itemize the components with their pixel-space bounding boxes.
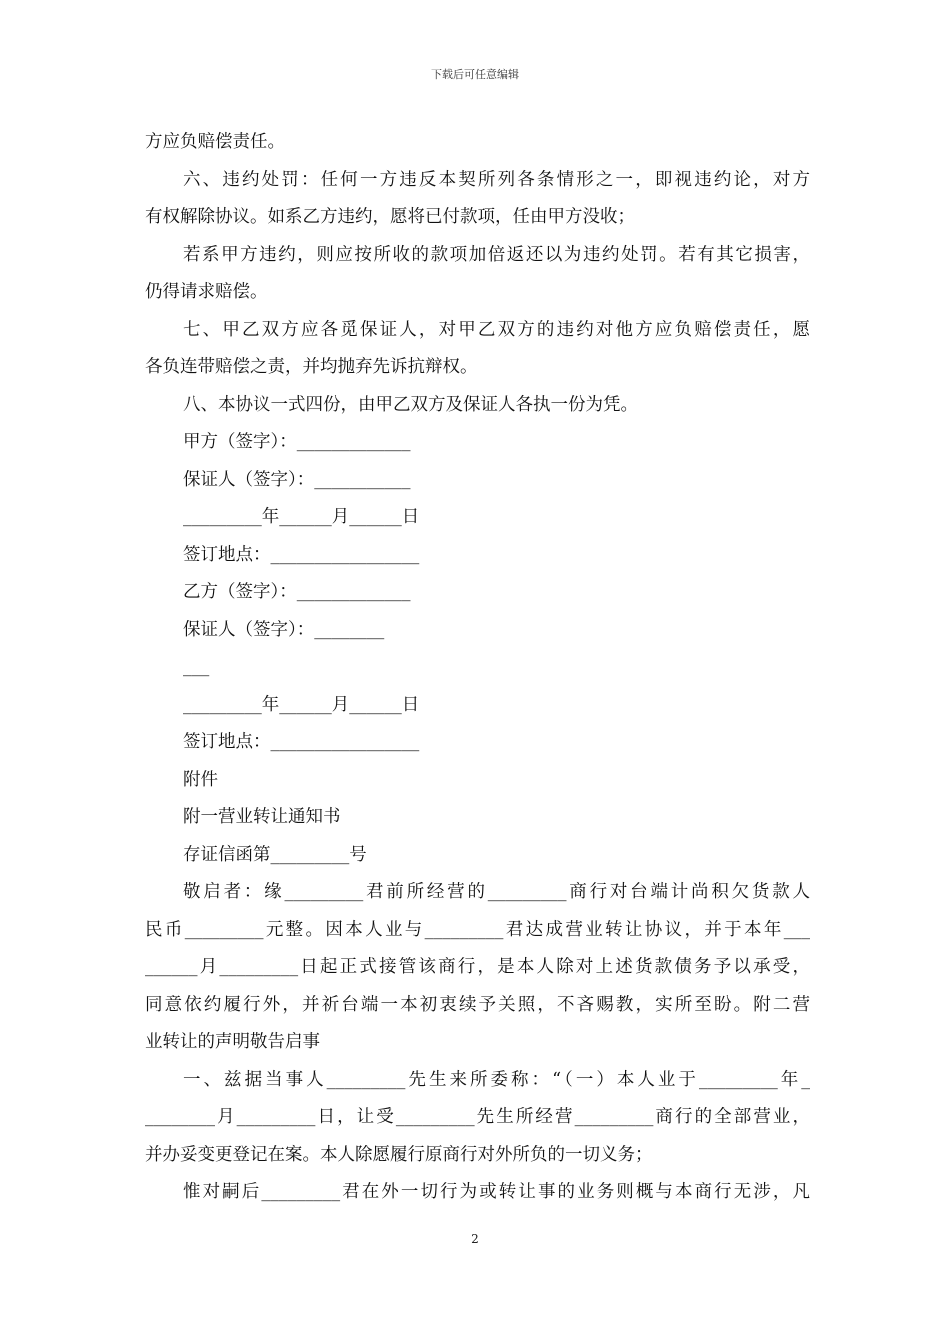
text-line: 六、违约处罚：任何一方违反本契所列各条情形之一，即视违约论，对方 xyxy=(183,169,810,190)
signature-line-party-a: 甲方（签字）：_____________ xyxy=(183,432,411,452)
text-line: 一、兹据当事人_________先生来所委称：“（一）本人业于_________年_ xyxy=(183,1069,810,1090)
text-line: 业转让的声明敬告启事 xyxy=(145,1032,320,1052)
signing-place-line-a: 签订地点：_________________ xyxy=(183,544,420,565)
attachment-heading: 附件 xyxy=(183,769,218,790)
signature-line-guarantor-a: 保证人（签字）：___________ xyxy=(183,469,411,490)
text-line: 有权解除协议。如系乙方违约，愿将已付款项，任由甲方没收； xyxy=(145,207,635,227)
text-line: 惟对嗣后_________君在外一切行为或转让事的业务则概与本商行无涉，凡 xyxy=(183,1182,810,1202)
date-line-b: _________年______月______日 xyxy=(183,694,420,715)
text-line: 仍得请求赔偿。 xyxy=(145,282,268,302)
text-line: 各负连带赔偿之责，并均抛弃先诉抗辩权。 xyxy=(145,357,478,377)
signing-place-line-b: 签订地点：_________________ xyxy=(183,732,420,752)
text-line: 同意依约履行外，并祈台端一本初衷续予关照，不吝赐教，实所至盼。附二营 xyxy=(145,994,810,1015)
text-line: ________月_________日，让受_________先生所经营_________商行的全部营业， xyxy=(145,1107,810,1127)
signature-line-guarantor-b: 保证人（签字）：________ xyxy=(183,619,385,640)
text-line: 若系甲方违约，则应按所收的款项加倍返还以为违约处罚。若有其它损害， xyxy=(183,244,810,265)
text-line: ___ xyxy=(183,657,210,677)
document-body xyxy=(145,124,810,1212)
text-line: 七、甲乙双方应各觅保证人，对甲乙双方的违约对他方应负赔偿责任，愿 xyxy=(183,319,810,340)
page-number: 2 xyxy=(471,1232,479,1246)
attachment-title: 附一营业转让通知书 xyxy=(183,807,341,827)
text-line: ______月_________日起正式接管该商行，是本人除对上述货款债务予以承受， xyxy=(145,957,810,977)
text-line: 并办妥变更登记在案。本人除愿履行原商行对外所负的一切义务； xyxy=(145,1144,653,1165)
date-line-a: _________年______月______日 xyxy=(183,507,420,527)
text-line: 方应负赔偿责任。 xyxy=(145,132,285,152)
text-line: 敬启者：缘_________君前所经营的_________商行对台端计尚积欠货款人 xyxy=(183,882,810,902)
text-line: 民币_________元整。因本人业与_________君达成营业转让协议，并于本年___ xyxy=(145,919,810,940)
text-line: 存证信函第_________号 xyxy=(183,844,367,865)
signature-line-party-b: 乙方（签字）：_____________ xyxy=(183,582,411,602)
text-line: 八、本协议一式四份，由甲乙双方及保证人各执一份为凭。 xyxy=(183,394,638,415)
page-header: 下载后可任意编辑 xyxy=(431,68,519,81)
